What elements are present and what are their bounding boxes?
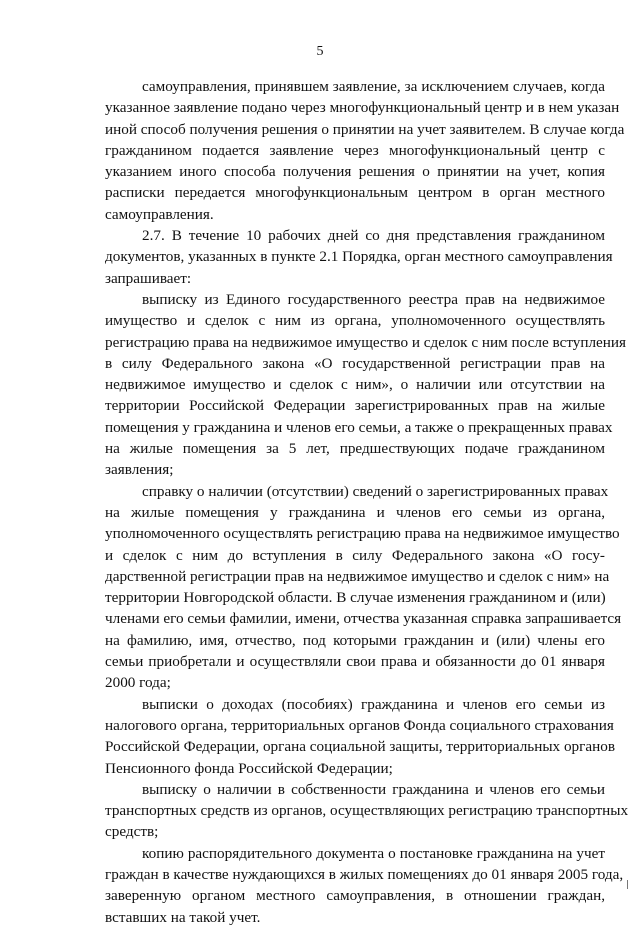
text-line: на жилые помещения у гражданина и членов его семьи из органа, <box>105 503 605 521</box>
text-line: указанием иного способа получения решения о принятии на учет, копия <box>105 163 605 181</box>
text-line: выписки о доходах (пособиях) гражданина и членов его семьи из <box>142 695 605 713</box>
text-line: справку о наличии (отсутствии) сведений о зарегистрированных правах <box>142 482 609 500</box>
text-line: членами его семьи фамилии, имени, отчества указанная справка запрашивается <box>105 610 622 628</box>
text-line: в силу Федерального закона «О государственной регистрации прав на <box>105 354 605 372</box>
text-line: 2.7. В течение 10 рабочих дней со дня представления гражданином <box>142 227 605 245</box>
text-line: документов, указанных в пункте 2.1 Порядка, орган местного самоуправления <box>105 248 613 266</box>
text-line: транспортных средств из органов, осуществляющих регистрацию транспортных <box>105 802 629 820</box>
text-line: территории Новгородской области. В случае изменения гражданином и (или) <box>105 589 606 607</box>
paragraph <box>105 843 624 928</box>
document-body <box>105 76 629 928</box>
text-line: самоуправления. <box>105 205 214 223</box>
text-line: на фамилию, имя, отчество, под которыми гражданин и (или) члены его <box>105 631 605 649</box>
text-line: указанное заявление подано через многофункциональный центр и в нем указан <box>105 99 620 117</box>
text-line: уполномоченного осуществлять регистрацию права на недвижимое имущество <box>105 525 620 543</box>
text-line: гражданином подается заявление через многофункциональный центр с <box>105 141 605 159</box>
edge-mark <box>627 880 628 889</box>
text-line: граждан в качестве нуждающихся в жилых помещениях до 01 января 2005 года, <box>105 865 624 883</box>
text-line: 2000 года; <box>105 674 171 692</box>
text-line: заявления; <box>105 461 174 479</box>
text-line: регистрацию права на недвижимое имущество и сделок с ним после вступления <box>105 333 627 351</box>
text-line: на жилые помещения за 5 лет, предшествующих подаче гражданином <box>105 440 605 458</box>
text-line: копию распорядительного документа о постановке гражданина на учет <box>142 844 605 862</box>
text-line: помещения у гражданина и членов его семьи, а также о прекращенных правах <box>105 418 613 436</box>
paragraph <box>105 481 622 694</box>
text-line: заверенную органом местного самоуправления, в отношении граждан, <box>105 887 605 905</box>
text-line: и сделок с ним до вступления в силу Федерального закона «О госу- <box>105 546 605 564</box>
text-line: расписки передается многофункциональным центром в орган местного <box>105 184 605 202</box>
page-number: 5 <box>316 44 324 59</box>
paragraph <box>105 289 627 481</box>
text-line: Пенсионного фонда Российской Федерации; <box>105 759 393 777</box>
paragraph <box>105 694 615 779</box>
paragraph <box>105 76 625 225</box>
paragraph <box>105 225 613 289</box>
text-line: имущество и сделок с ним из органа, уполномоченного осуществлять <box>105 312 605 330</box>
text-line: самоуправления, принявшем заявление, за исключением случаев, когда <box>142 78 605 95</box>
paragraph <box>105 779 629 843</box>
text-line: семьи приобретали и осуществляли свои права и обязанности до 01 января <box>105 653 605 671</box>
text-line: налогового органа, территориальных органов Фонда социального страхования <box>105 716 614 734</box>
text-line: территории Российской Федерации зарегистрированных прав на жилые <box>105 397 605 415</box>
text-line: выписку о наличии в собственности гражданина и членов его семьи <box>142 780 605 798</box>
text-line: выписку из Единого государственного реестра прав на недвижимое <box>142 290 605 308</box>
text-line: средств; <box>105 823 159 841</box>
text-line: дарственной регистрации прав на недвижимое имущество и сделок с ним» на <box>105 567 610 585</box>
text-line: недвижимое имущество и сделок с ним», о наличии или отсутствии на <box>105 376 605 394</box>
text-line: вставших на такой учет. <box>105 908 261 926</box>
text-line: запрашивает: <box>105 269 192 287</box>
text-line: Российской Федерации, органа социальной защиты, территориальных органов <box>105 738 615 756</box>
text-line: иной способ получения решения о принятии на учет заявителем. В случае когда <box>105 120 625 138</box>
